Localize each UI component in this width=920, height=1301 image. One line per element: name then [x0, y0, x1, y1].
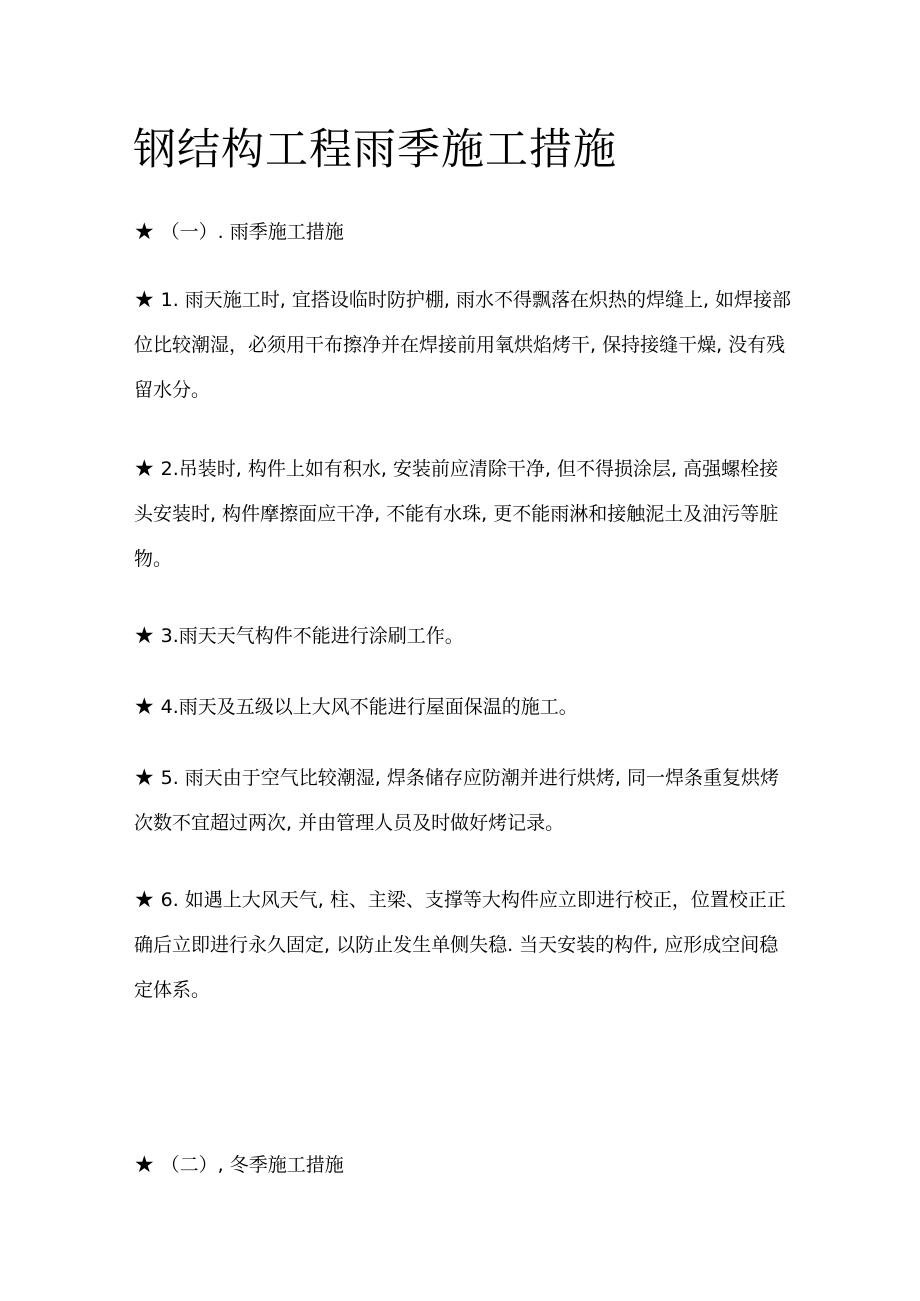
list-item-text: 5. 雨天由于空气比较潮湿, 焊条储存应防潮并进行烘烤, 同一焊条重复烘烤次数不宜超过两次, 并由管理人员及时做好烤记录。: [134, 767, 779, 834]
list-item-5: [134, 756, 794, 846]
list-item-6: [134, 878, 794, 1013]
section-heading-text: （二）, 冬季施工措施: [160, 1154, 344, 1176]
star-icon: ★: [134, 887, 155, 913]
star-icon: ★: [134, 287, 155, 313]
list-item-text: 3.雨天天气构件不能进行涂刷工作。: [160, 625, 464, 647]
section-heading-winter-season: [134, 1143, 794, 1188]
section-heading-rainy-season: [134, 210, 794, 255]
list-item-text: 6. 如遇上大风天气, 柱、主梁、支撑等大构件应立即进行校正，位置校正正确后立即进行永久固定, 以防止发生单侧失稳. 当天安装的构件, 应形成空间稳定体系。: [134, 889, 786, 1001]
star-icon: ★: [134, 456, 155, 482]
list-item-1: [134, 278, 794, 413]
list-item-2: [134, 447, 794, 582]
list-item-text: 2.吊装时, 构件上如有积水, 安装前应清除干净, 但不得损涂层, 高强螺栓接头安装时, 构件摩擦面应干净, 不能有水珠, 更不能雨淋和接触泥土及油污等脏物。: [134, 458, 779, 570]
list-item-3: [134, 614, 794, 659]
star-icon: ★: [134, 694, 155, 720]
star-icon: ★: [134, 1152, 155, 1178]
star-icon: ★: [134, 219, 155, 245]
section-heading-text: （一）. 雨季施工措施: [160, 221, 344, 243]
star-icon: ★: [134, 765, 155, 791]
document-title: 钢结构工程雨季施工措施: [133, 125, 617, 175]
list-item-4: [134, 685, 794, 730]
star-icon: ★: [134, 623, 155, 649]
list-item-text: 1. 雨天施工时, 宜搭设临时防护棚, 雨水不得飘落在炽热的焊缝上, 如焊接部位比较潮湿，必须用干布擦净并在焊接前用氧烘焰烤干, 保持接缝干燥, 没有残留水分。: [134, 289, 792, 401]
list-item-text: 4.雨天及五级以上大风不能进行屋面保温的施工。: [160, 696, 578, 718]
